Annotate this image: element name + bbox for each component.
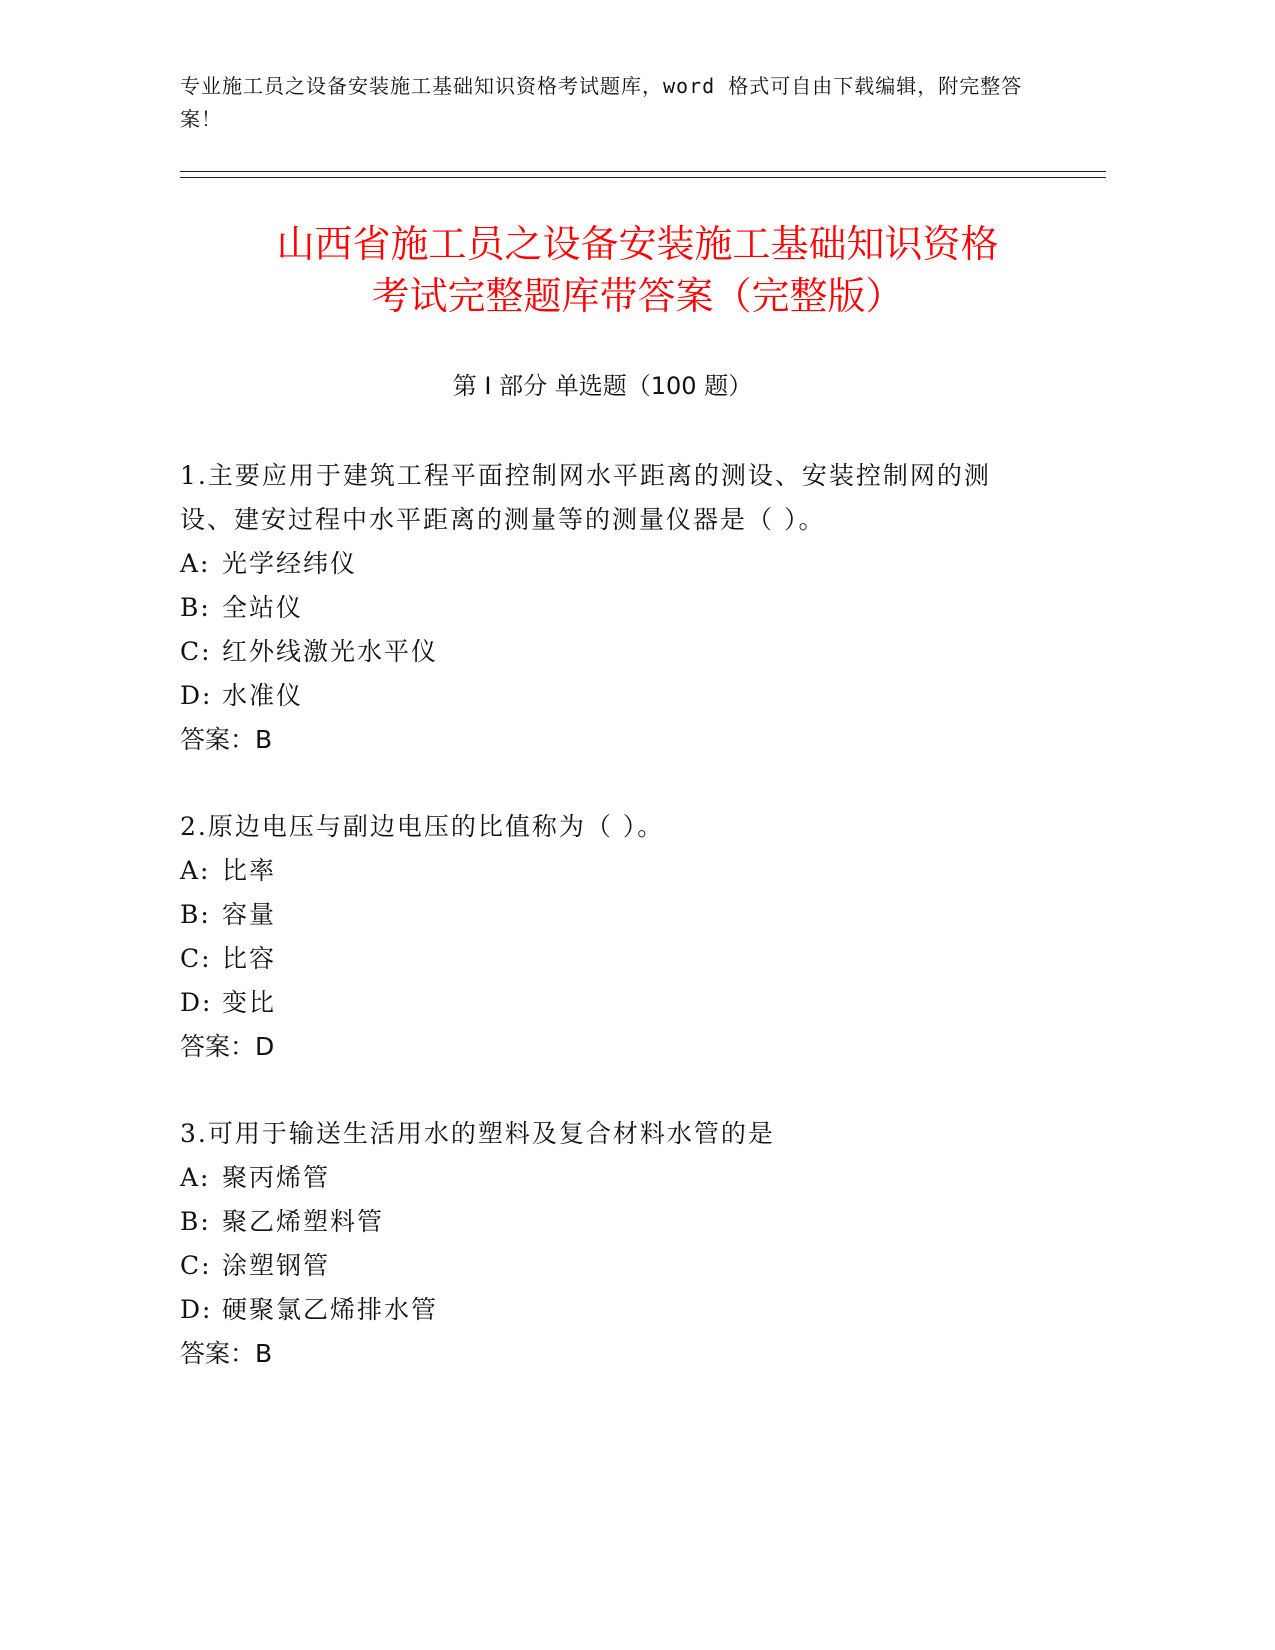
option-letter: A: (180, 1163, 211, 1192)
option-text: 容量 (222, 900, 277, 929)
option-d (180, 674, 1040, 718)
option-a (180, 849, 1040, 893)
option-c (180, 630, 1040, 674)
option-text: 全站仪 (222, 593, 304, 622)
answer-line: 答案：B (180, 725, 273, 754)
option-letter: C: (180, 1251, 212, 1280)
document-title-line1: 山西省施工员之设备安装施工基础知识资格 (276, 222, 999, 266)
option-letter: D: (180, 988, 213, 1017)
option-letter: D: (180, 681, 213, 710)
option-letter: C: (180, 637, 212, 666)
option-text: 涂塑钢管 (222, 1251, 331, 1280)
option-letter: D: (180, 1295, 213, 1324)
answer-line: 答案：D (180, 1032, 275, 1061)
option-c (180, 1244, 1040, 1288)
header-divider-bottom (180, 177, 1106, 178)
question-stem: 1.主要应用于建筑工程平面控制网水平距离的测设、安装控制网的测设、建安过程中水平距离的测量等的测量仪器是（ ）。 (180, 461, 991, 534)
question-stem: 2.原边电压与副边电压的比值称为（ ）。 (180, 812, 665, 841)
option-letter: A: (180, 856, 211, 885)
option-text: 聚乙烯塑料管 (222, 1207, 385, 1236)
option-d (180, 981, 1040, 1025)
option-a (180, 542, 1040, 586)
option-b (180, 893, 1040, 937)
option-text: 水准仪 (222, 681, 304, 710)
header-note: 专业施工员之设备安装施工基础知识资格考试题库，word 格式可自由下载编辑，附完整答案！ (180, 74, 1023, 131)
option-letter: C: (180, 944, 212, 973)
question-list (180, 454, 1040, 1419)
option-text: 硬聚氯乙烯排水管 (222, 1295, 439, 1324)
option-text: 比率 (222, 856, 277, 885)
document-title (150, 218, 1125, 322)
option-b (180, 1200, 1040, 1244)
header-divider-top (180, 171, 1106, 172)
option-text: 聚丙烯管 (222, 1163, 331, 1192)
option-letter: B: (180, 900, 211, 929)
option-text: 红外线激光水平仪 (222, 637, 439, 666)
option-c (180, 937, 1040, 981)
question-item (180, 1112, 1040, 1376)
option-a (180, 1156, 1040, 1200)
question-item (180, 454, 1040, 762)
question-stem: 3.可用于输送生活用水的塑料及复合材料水管的是 (180, 1119, 775, 1148)
option-text: 比容 (222, 944, 277, 973)
option-letter: B: (180, 593, 211, 622)
section-title: 第 I 部分 单选题（100 题） (452, 372, 753, 400)
option-letter: A: (180, 549, 211, 578)
option-text: 变比 (222, 988, 277, 1017)
answer-line: 答案：B (180, 1339, 273, 1368)
option-b (180, 586, 1040, 630)
question-item (180, 805, 1040, 1069)
option-letter: B: (180, 1207, 211, 1236)
option-text: 光学经纬仪 (222, 549, 358, 578)
document-title-line2: 考试完整题库带答案（完整版） (371, 274, 904, 318)
option-d (180, 1288, 1040, 1332)
